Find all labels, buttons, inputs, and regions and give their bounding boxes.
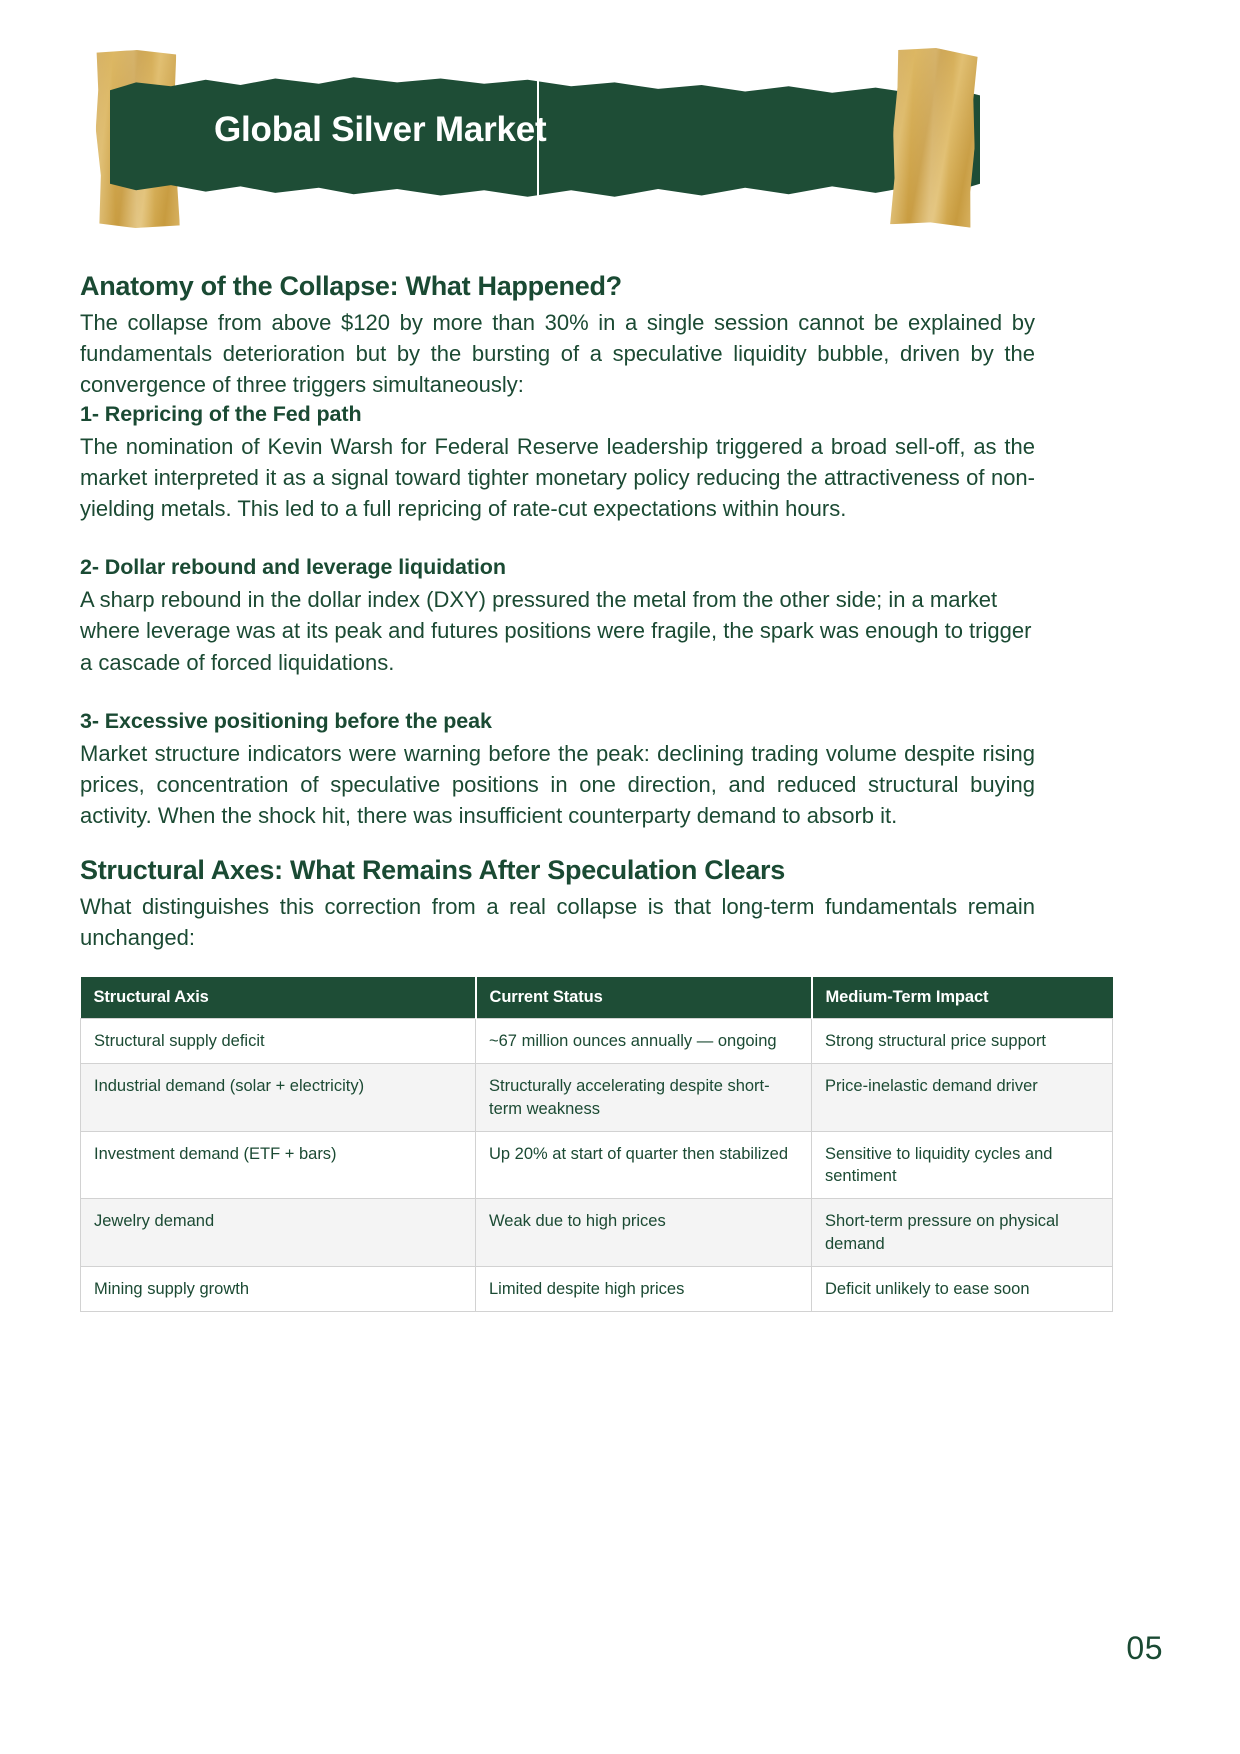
table-row [81,1018,1113,1063]
tape-sheen [889,46,978,227]
column-header-structural-axis: Structural Axis [81,977,476,1019]
page-title: Global Silver Market [214,110,547,149]
table-row [81,1199,1113,1267]
cell-status: Limited despite high prices [476,1266,812,1311]
cell-axis: Industrial demand (solar + electricity) [81,1064,476,1132]
table-row [81,1131,1113,1199]
cell-impact: Price-inelastic demand driver [812,1064,1113,1132]
paragraph-trigger-2: A sharp rebound in the dollar index (DXY) pressured the metal from the other side; in a market where leverage was at its peak and futures positions were fragile, the spark was enough to trigger a cascade of forced liquidations. [80,587,1032,675]
paragraph-trigger-3: Market structure indicators were warning before the peak: declining trading volume despite rising prices, concentration of speculative positions in one direction, and reduced structural buying activity. When the shock hit, there was insufficient counterparty demand to absorb it. [80,740,1035,829]
page-number: 05 [1126,1630,1163,1666]
heading-trigger-3: 3- Excessive positioning before the peak [80,708,492,733]
table-header-row [81,977,1113,1019]
structural-axes-table [80,977,1113,1312]
heading-structural-axes: Structural Axes: What Remains After Speculation Clears [80,854,785,885]
cell-axis: Structural supply deficit [81,1018,476,1063]
cell-axis: Jewelry demand [81,1199,476,1267]
cell-impact: Deficit unlikely to ease soon [812,1266,1113,1311]
cell-axis: Investment demand (ETF + bars) [81,1131,476,1199]
cell-impact: Sensitive to liquidity cycles and sentiment [812,1131,1113,1199]
heading-trigger-1: 1- Repricing of the Fed path [80,401,362,426]
structural-axes-table-wrap [80,977,1059,1312]
spacer [80,832,1035,854]
cell-status: ~67 million ounces annually — ongoing [476,1018,812,1063]
column-header-medium-term-impact: Medium-Term Impact [812,977,1113,1019]
cell-impact: Strong structural price support [812,1018,1113,1063]
heading-trigger-2: 2- Dollar rebound and leverage liquidation [80,555,506,580]
paragraph-structural-axes: What distinguishes this correction from a real collapse is that long-term fundamentals remain unchanged: [80,893,1035,950]
table-body [81,1018,1113,1311]
table-row [81,1064,1113,1132]
cell-status: Weak due to high prices [476,1199,812,1267]
paragraph-anatomy: The collapse from above $120 by more than 30% in a single session cannot be explained by fundamentals deterioration but by the bursting of a speculative liquidity bubble, driven by the convergence of three triggers simultaneously: [80,309,1035,398]
heading-anatomy: Anatomy of the Collapse: What Happened? [80,271,622,301]
tape-right-icon [889,46,978,227]
cell-status: Up 20% at start of quarter then stabilized [476,1131,812,1199]
spacer [80,524,1035,554]
paragraph-trigger-1: The nomination of Kevin Warsh for Federal Reserve leadership triggered a broad sell-off, as the market interpreted it as a signal toward tighter monetary policy reducing the attractiveness of non-yielding metals. This led to a full repricing of rate-cut expectations within hours. [80,433,1035,522]
table-head [81,977,1113,1019]
cell-axis: Mining supply growth [81,1266,476,1311]
spacer [80,678,1035,708]
cell-impact: Short-term pressure on physical demand [812,1199,1113,1267]
page-header [0,0,1240,240]
table-row [81,1266,1113,1311]
document-content [80,270,1059,1312]
column-header-current-status: Current Status [476,977,812,1019]
cell-status: Structurally accelerating despite short-term weakness [476,1064,812,1132]
